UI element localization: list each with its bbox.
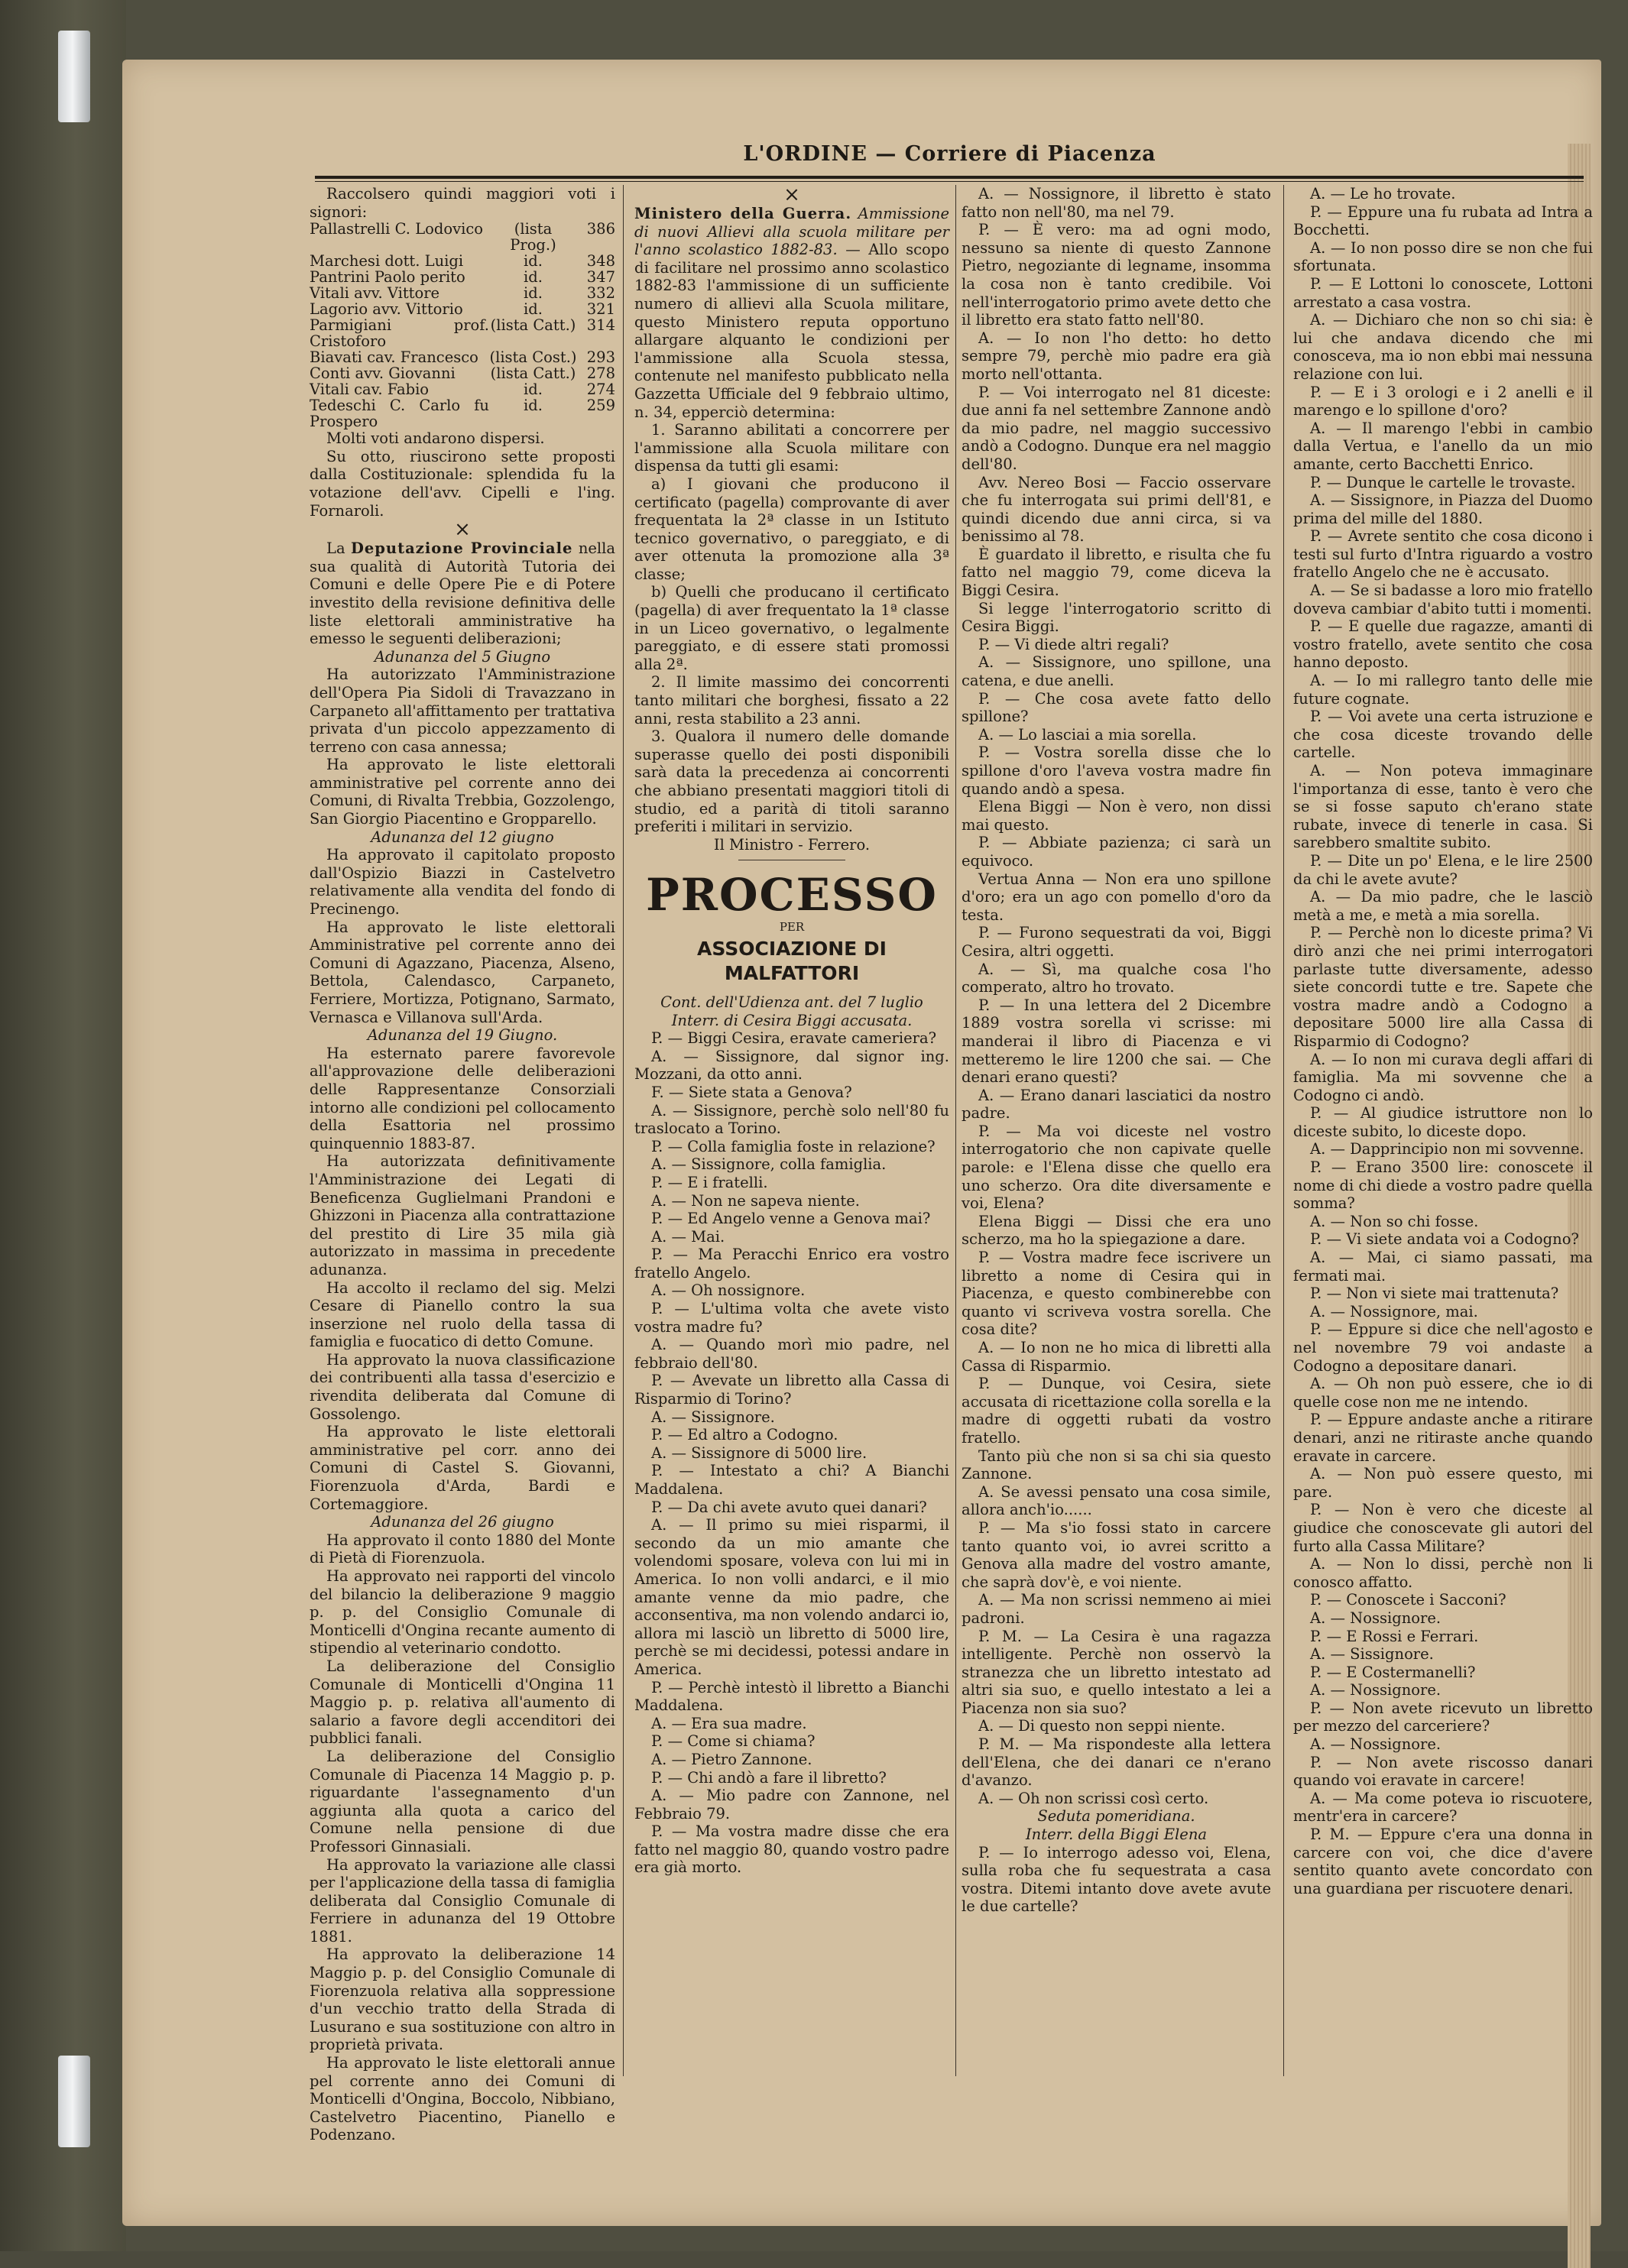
paragraph: Ha approvato la deliberazione 14 Maggio p. p. del Consiglio Comunale di Fiorenzuola relativa alla soppressione d'un vecchio tratto della Strada di Lusurano e sua sostituzione con altro in proprietà privata. bbox=[310, 1946, 615, 2054]
dialogue-line: P. — Che cosa avete fatto dello spillone? bbox=[962, 689, 1271, 726]
dialogue-line: P. — Non è vero che diceste al giudice che conoscevate gli autori del furto alla Cassa Militare? bbox=[1293, 1501, 1593, 1555]
paragraph: Ha approvato le liste elettorali amministrative pel corr. anno dei Comuni di Castel S. Giovanni, Fiorenzuola d'Arda, Bardi e Cortemaggiore. bbox=[310, 1423, 615, 1513]
section-divider: × bbox=[454, 518, 471, 542]
dialogue-line: P. — Ma vostra madre disse che era fatto nel maggio 80, quando vostro padre era già morto. bbox=[634, 1823, 949, 1877]
article-title: Ministero della Guerra. bbox=[634, 205, 852, 222]
paragraph: Ha approvato il capitolato proposto dall'Ospizio Biazzi in Castelvetro relativamente alla vendita del fondo di Precinengo. bbox=[310, 846, 615, 919]
paragraph: Ha approvato nei rapporti del vincolo del bilancio la deliberazione 9 maggio p. p. del Consiglio Comunale di Monticelli d'Ongina recante aumento di stipendio al veterinario condotto. bbox=[310, 1567, 615, 1657]
candidate-list: id. bbox=[524, 381, 543, 399]
signature: Il Ministro - Ferrero. bbox=[713, 835, 871, 854]
dialogue-line: A. — Lo lasciai a mia sorella. bbox=[978, 725, 1197, 744]
candidate-name: Marchesi dott. Luigi bbox=[310, 252, 464, 271]
dialogue-line: P. — Perchè non lo diceste prima? Vi dirò anzi che nei primi interrogatori parlaste tutte diversamente, adesso siete concordi tutte e tre. Sapete che vostra madre andò a Codogno a depositare 5000 lire alla Cassa di Risparmio di Codogno? bbox=[1293, 924, 1593, 1050]
article-subtitle: Ammissione di nuovi Allievi alla scuola militare per l'anno scolastico 1882-83. bbox=[634, 205, 950, 259]
subheading: Adunanza del 5 Giugno bbox=[374, 647, 551, 666]
dialogue-line: A. — Io non posso dire se non che fui sfortunata. bbox=[1293, 238, 1593, 275]
dialogue-line: P. — Chi andò a fare il libretto? bbox=[651, 1768, 887, 1787]
column-separator bbox=[623, 185, 624, 2076]
article-lead: La bbox=[326, 539, 345, 558]
binder-clip-bottom bbox=[58, 2056, 90, 2147]
headline-subtitle: ASSOCIAZIONE DI MALFATTORI bbox=[697, 937, 887, 984]
dialogue-line: A. — Ma come poteva io riscuotere, mentr'era in carcere? bbox=[1293, 1789, 1593, 1826]
article-text: nella sua qualità di Autorità Tutoria dei Comuni e delle Opere Pie e di Potere investito della revisione definitiva delle liste elettorali amministrative ha emesso le seguenti deliberazioni; bbox=[310, 539, 616, 648]
dialogue-line: F. — Siete stata a Genova? bbox=[651, 1083, 852, 1101]
candidate-list: id. bbox=[524, 397, 543, 415]
dialogue-line: A. — Da mio padre, che le lasciò metà a me, e metà a mia sorella. bbox=[1293, 888, 1593, 924]
dialogue-line: P. — E i fratelli. bbox=[651, 1173, 768, 1191]
dialogue-line: P. — Da chi avete avuto quei danari? bbox=[651, 1498, 927, 1516]
article-heading bbox=[634, 205, 949, 421]
vote-table bbox=[310, 221, 615, 429]
paragraph: La deliberazione del Consiglio Comunale di Monticelli d'Ongina 11 Maggio p. p. relativa all'aumento di salario a favore degli accenditori dei pubblici fanali. bbox=[310, 1657, 615, 1748]
vote-row bbox=[310, 349, 615, 365]
dialogue-line: P. — Voi avete una certa istruzione e che cosa diceste trovando delle cartelle. bbox=[1293, 708, 1593, 762]
dialogue-line: A. — Quando morì mio padre, nel febbraio dell'80. bbox=[634, 1336, 949, 1372]
vote-row bbox=[310, 317, 615, 349]
dialogue-line: P. — Vostra madre fece iscrivere un libretto a nome di Cesira qui in Piacenza, e questo combinerebbe con quanto vi scriveva vostra sorella. Che cosa dite? bbox=[962, 1249, 1271, 1339]
candidate-list: (lista Prog.) bbox=[510, 220, 556, 254]
vote-count: 321 bbox=[586, 300, 615, 319]
vote-row bbox=[310, 301, 615, 317]
dialogue-line: Tanto più che non si sa chi sia questo Zannone. bbox=[962, 1447, 1271, 1483]
dialogue-line: A. — Il marengo l'ebbi in cambio dalla Vertua, e l'anello da un mio amante, certo Bacchetti Enrico. bbox=[1293, 419, 1593, 473]
dialogue-line: P. — Biggi Cesira, eravate cameriera? bbox=[651, 1029, 937, 1048]
vote-row bbox=[310, 285, 615, 301]
paragraph: Ha approvato il conto 1880 del Monte di Pietà di Fiorenzuola. bbox=[310, 1531, 615, 1567]
vote-count: 348 bbox=[586, 252, 615, 271]
vote-count: 386 bbox=[586, 220, 615, 238]
dialogue-line: P. — Perchè intestò il libretto a Bianchi Maddalena. bbox=[634, 1678, 949, 1715]
column-3 bbox=[962, 185, 1271, 2080]
column-separator bbox=[955, 185, 956, 2076]
dialogue-line: P. — Ed Angelo venne a Genova mai? bbox=[651, 1210, 931, 1228]
candidate-list: (lista Cost.) bbox=[489, 348, 577, 367]
candidate-name: Vitali cav. Fabio bbox=[310, 381, 430, 399]
vote-row bbox=[310, 253, 615, 269]
dialogue-line: P. — Eppure si dice che nell'agosto e nel novembre 79 voi andaste a Codogno a depositare danari. bbox=[1293, 1320, 1593, 1375]
dialogue-line: P. — Conoscete i Sacconi? bbox=[1310, 1591, 1506, 1609]
dialogue-line: A. Se avessi pensato una cosa simile, allora anch'io...... bbox=[962, 1482, 1271, 1519]
section-divider: × bbox=[783, 183, 800, 206]
dialogue-line: P. — Non avete riscosso danari quando voi eravate in carcere! bbox=[1293, 1753, 1593, 1790]
dialogue-line: P. — Non avete ricevuto un libretto per mezzo del carceriere? bbox=[1293, 1699, 1593, 1735]
vote-count: 314 bbox=[586, 316, 615, 335]
candidate-name: Parmigiani prof. Cristoforo bbox=[310, 316, 489, 351]
subheading: Adunanza del 12 giugno bbox=[371, 828, 554, 846]
dialogue-line: P. — Abbiate pazienza; ci sarà un equivoco. bbox=[962, 834, 1271, 870]
dialogue-line: P. — L'ultima volta che avete visto vostra madre fu? bbox=[634, 1300, 949, 1336]
dialogue-line: P. — Dite un po' Elena, e le lire 2500 da chi le avete avute? bbox=[1293, 851, 1593, 888]
vote-count: 347 bbox=[586, 268, 615, 287]
column-1 bbox=[310, 185, 616, 2144]
dialogue-line: Elena Biggi — Non è vero, non dissi mai questo. bbox=[962, 798, 1271, 834]
dialogue-line: A. — Non so chi fosse. bbox=[1310, 1212, 1479, 1230]
dialogue-line: A. — Sissignore, uno spillone, una catena, e due anelli. bbox=[962, 653, 1271, 690]
paragraph: Raccolsero quindi maggiori voti i signori: bbox=[310, 185, 615, 221]
dialogue-line: P. — Colla famiglia foste in relazione? bbox=[651, 1137, 936, 1155]
dialogue-line: P. — Ed altro a Codogno. bbox=[651, 1426, 838, 1444]
dialogue-line: P. — E Costermanelli? bbox=[1310, 1663, 1476, 1681]
candidate-name: Biavati cav. Francesco bbox=[310, 348, 478, 367]
dialogue-line: A. — Sissignore, dal signor ing. Mozzani, da otto anni. bbox=[634, 1047, 949, 1084]
column-2 bbox=[634, 185, 949, 2080]
dialogue-line: A. — Ma non scrissi nemmeno ai miei padroni. bbox=[962, 1591, 1271, 1627]
dialogue-line: P. — E Lottoni lo conoscete, Lottoni arrestato a casa vostra. bbox=[1293, 274, 1593, 311]
dialogue-line: P. — Furono sequestrati da voi, Biggi Cesira, altri oggetti. bbox=[962, 924, 1271, 960]
dialogue-line: A. — Sissignore, perchè solo nell'80 fu traslocato a Torino. bbox=[634, 1101, 949, 1138]
paragraph: Su otto, riuscirono sette proposti dalla Costituzionale: splendida fu la votazione dell'avv. Cipelli e l'ing. Fornaroli. bbox=[310, 447, 615, 520]
article-text: — Allo scopo di facilitare nel prossimo anno scolastico 1882-83 l'ammissione di un sufficiente numero di allievi alla Scuola militare, questo Ministero reputa opportuno allargare alquanto le condizioni per l'ammissione alla Scuola stessa, contenute nel manifesto pubblicato nella Gazzetta Ufficiale del 9 febbraio ultimo, n. 34, epperciò determina: bbox=[634, 241, 949, 421]
dialogue-line: A. — Non lo dissi, perchè non li conosco affatto. bbox=[1293, 1555, 1593, 1591]
dialogue-line: A. — Non ne sapeva niente. bbox=[651, 1191, 860, 1210]
dialogue bbox=[1293, 185, 1593, 1897]
headline-connector: PER bbox=[779, 920, 805, 935]
dialogue-line: P. M. — Ma rispondeste alla lettera dell'Elena, che dei danari ce n'erano d'avanzo. bbox=[962, 1735, 1271, 1790]
dialogue-line: P. — Eppure andaste anche a ritirare denari, anzi ne ritiraste anche quando eravate in carcere. bbox=[1293, 1411, 1593, 1465]
paragraph: a) I giovani che producono il certificato (pagella) comprovante di aver frequentata la 2ª classe in un Istituto tecnico governativo, o pareggiato, e di aver ottenuta la promozione alla 3ª classe; bbox=[634, 475, 949, 583]
paragraph: La deliberazione del Consiglio Comunale di Piacenza 14 Maggio p. p. riguardante l'assegnamento d'un aggiunta alla quota a carico del Comune nella pensione di due Professori Ginnasiali. bbox=[310, 1747, 615, 1855]
dialogue-line: A. — Oh nossignore. bbox=[651, 1281, 806, 1300]
paragraph: Ha autorizzato l'Amministrazione dell'Opera Pia Sidoli di Travazzano in Carpaneto all'affittamento per trattativa privata d'un piccolo appezzamento di terreno con casa annessa; bbox=[310, 666, 615, 756]
dialogue-line: P. — Vostra sorella disse che lo spillone d'oro l'aveva vostra madre fin quando andò a spesa. bbox=[962, 744, 1271, 798]
candidate-name: Pallastrelli C. Lodovico bbox=[310, 220, 484, 238]
dialogue-line: A. — Io non ne ho mica di libretti alla Cassa di Risparmio. bbox=[962, 1339, 1271, 1375]
dialogue-line: A. — Io mi rallegro tanto delle mie future cognate. bbox=[1293, 672, 1593, 708]
article-heading bbox=[310, 539, 615, 648]
dialogue-line: Si legge l'interrogatorio scritto di Cesira Biggi. bbox=[962, 599, 1271, 636]
candidate-list: id. bbox=[524, 300, 543, 319]
dialogue-line: A. — Non può essere questo, mi pare. bbox=[1293, 1465, 1593, 1501]
dialogue-line: A. — Nossignore. bbox=[1310, 1735, 1442, 1754]
paragraph: 2. Il limite massimo dei concorrenti tanto militari che borghesi, fissato a 22 anni, resta stabilito a 23 anni. bbox=[634, 673, 949, 727]
running-title: L'ORDINE — Corriere di Piacenza bbox=[743, 142, 1156, 166]
dialogue-line: A. — Sissignore. bbox=[651, 1408, 775, 1426]
dialogue-line: P. — Al giudice istruttore non lo diceste subito, lo diceste dopo. bbox=[1293, 1104, 1593, 1140]
dialogue-line: A. — Nossignore, il libretto è stato fatto non nell'80, ma nel 79. bbox=[962, 185, 1271, 221]
column-4 bbox=[1293, 185, 1593, 2080]
dialogue-line: A. — Erano danari lasciatici da nostro padre. bbox=[962, 1086, 1271, 1123]
dialogue-line: P. M. — Eppure c'era una donna in carcere con voi, che dice d'avere sentito quanto avete concordato con una guardiana per riscuotere denari. bbox=[1293, 1826, 1593, 1897]
dialogue-line: P. — Eppure una fu rubata ad Intra a Bocchetti. bbox=[1293, 202, 1593, 239]
dialogue bbox=[962, 185, 1271, 1807]
dialogue-line: A. — Dapprincipio non mi sovvenne. bbox=[1310, 1140, 1584, 1158]
dialogue-line: A. — Le ho trovate. bbox=[1310, 185, 1456, 202]
dialogue-line: A. — Io non l'ho detto: ho detto sempre 79, perchè mio padre era già morto nell'ottanta. bbox=[962, 329, 1271, 383]
dialogue-line: Vertua Anna — Non era uno spillone d'oro; era un ago con pomello d'oro da testa. bbox=[962, 870, 1271, 924]
paragraph: Ha approvato le liste elettorali amministrative pel corrente anno dei Comuni, di Rivalta Trebbia, Gozzolengo, San Giorgio Piacentino e Gropparello. bbox=[310, 756, 615, 828]
vote-row bbox=[310, 269, 615, 285]
dialogue-line: P. — Ma Peracchi Enrico era vostro fratello Angelo. bbox=[634, 1246, 949, 1281]
dialogue-line: A. — Pietro Zannone. bbox=[651, 1750, 812, 1768]
column-separator bbox=[1283, 185, 1284, 2076]
candidate-list: id. bbox=[524, 268, 543, 287]
candidate-name: Pantrini Paolo perito bbox=[310, 268, 465, 287]
subheading: Cont. dell'Udienza ant. del 7 luglio bbox=[660, 993, 923, 1011]
candidate-list: (lista Catt.) bbox=[490, 316, 576, 335]
candidate-list: id. bbox=[524, 252, 543, 271]
dialogue-line: A. — Oh non può essere, che io di quelle cose non me ne intendo. bbox=[1293, 1375, 1593, 1411]
candidate-list: (lista Catt.) bbox=[490, 364, 576, 383]
subheading: Interr. di Cesira Biggi accusata. bbox=[671, 1011, 913, 1029]
paragraph: Ha approvato la nuova classificazione dei contribuenti alla tassa d'esercizio e rivendita deliberata dal Comune di Gossolengo. bbox=[310, 1350, 615, 1423]
paragraph: P. — Io interrogo adesso voi, Elena, sulla roba che fu sequestrata a casa vostra. Ditemi intanto dove avete avute le due cartelle? bbox=[962, 1843, 1271, 1916]
dialogue-line: P. — È vero: ma ad ogni modo, nessuno sa niente di questo Zannone Pietro, negoziante di legname, insomma la cosa non è tanto credibile. Voi nell'interrogatorio primo avete detto che il libretto era stato fatto nell'80. bbox=[962, 221, 1271, 329]
dialogue-line: P. — Ma s'io fossi stato in carcere tanto quanto voi, io avrei scritto a Genova alla madre del vostro amante, che saprà dov'è, e voi niente. bbox=[962, 1518, 1271, 1591]
dialogue-line: A. — Era sua madre. bbox=[651, 1714, 807, 1732]
vote-count: 259 bbox=[586, 397, 615, 415]
candidate-name: Lagorio avv. Vittorio bbox=[310, 300, 463, 319]
paragraph: b) Quelli che producano il certificato (pagella) di aver frequentato la 1ª classe in un Liceo governativo, o legalmente pareggiato, e di essere stati promossi alla 2ª. bbox=[634, 583, 949, 673]
dialogue-line: È guardato il libretto, e risulta che fu fatto nel maggio 79, come diceva la Biggi Cesira. bbox=[962, 545, 1271, 600]
vote-count: 274 bbox=[586, 381, 615, 399]
dialogue-line: P. — E i 3 orologi e i 2 anelli e il marengo e lo spillone d'oro? bbox=[1293, 383, 1593, 420]
dialogue-line: P. — Avrete sentito che cosa dicono i testi sul furto d'Intra riguardo a vostro fratello Angelo che ne è accusato. bbox=[1293, 527, 1593, 582]
dialogue-line: A. — Nossignore, mai. bbox=[1310, 1302, 1478, 1320]
vote-row bbox=[310, 381, 615, 397]
paragraph: Molti voti andarono dispersi. bbox=[326, 429, 545, 448]
dialogue-line: A. — Mai, ci siamo passati, ma fermati mai. bbox=[1293, 1249, 1593, 1285]
dialogue-line: A. — Dichiaro che non so chi sia: è lui che andava dicendo che mi conosceva, ma io non ebbi mai nessuna relazione con lui. bbox=[1293, 311, 1593, 383]
dialogue-line: P. — Come si chiama? bbox=[651, 1732, 816, 1751]
candidate-name: Vitali avv. Vittore bbox=[310, 284, 440, 303]
dialogue-line: P. M. — La Cesira è una ragazza intelligente. Perchè non osservò la stranezza che un libretto intestato ad altri sia suo, e quello intestato a lei a Piacenza non sia suo? bbox=[962, 1627, 1271, 1717]
dialogue-line: A. — Il primo su miei risparmi, il secondo da un mio amante che volendomi sposare, voleva con lui mi in America. Io non volli andarci, e il mio amante venne da mio padre, che acconsentiva, ma non volendo andarci io, allora mi lasciò un libretto di 5000 lire, perchè se mi decidessi, potessi andare in America. bbox=[634, 1516, 949, 1678]
dialogue-line: A. — Se si badasse a loro mio fratello doveva cambiar d'abito tutti i momenti. bbox=[1293, 582, 1593, 617]
dialogue-line: A. — Mio padre con Zannone, nel Febbraio 79. bbox=[634, 1787, 949, 1823]
vote-count: 293 bbox=[586, 348, 615, 367]
paragraph: Ha esternato parere favorevole all'approvazione delle deliberazioni delle Rappresentanze Consorziali intorno alle condizioni pel collocamento della Esattoria nel prossimo quinquennio 1883-87. bbox=[310, 1044, 615, 1152]
dialogue-line: P. — Voi interrogato nel 81 diceste: due anni fa nel settembre Zannone andò da mio padre, nel maggio successivo andò a Codogno. Dunque era nel maggio dell'80. bbox=[962, 383, 1271, 473]
dialogue-line: P. — Ma voi diceste nel vostro interrogatorio che non capivate quelle parole: e l'Elena disse che quello era uno scherzo. Ora dite diversamente e voi, Elena? bbox=[962, 1122, 1271, 1213]
candidate-name: Tedeschi C. Carlo fu Prospero bbox=[310, 397, 489, 431]
dialogue-line: Avv. Nereo Bosi — Faccio osservare che fu interrogata sui primi dell'81, e quindi dicendo due anni circa, si va benissimo al 78. bbox=[962, 473, 1271, 546]
subheading: Adunanza del 19 Giugno. bbox=[367, 1026, 558, 1045]
dialogue-line: A. — Di questo non seppi niente. bbox=[978, 1717, 1226, 1735]
dialogue-line: A. — Sì, ma qualche cosa l'ho comperato, altro ho trovato. bbox=[962, 960, 1271, 996]
subheading: Interr. della Biggi Elena bbox=[1025, 1826, 1208, 1844]
dialogue-line: P. — Vi siete andata voi a Codogno? bbox=[1310, 1230, 1579, 1249]
book-binding bbox=[0, 0, 126, 2251]
dialogue-line: P. — Dunque le cartelle le trovaste. bbox=[1310, 473, 1576, 491]
article-title: Deputazione Provinciale bbox=[350, 539, 573, 558]
dialogue-line: A. — Sissignore, colla famiglia. bbox=[651, 1155, 887, 1174]
paragraph: Ha approvato le liste elettorali Amministrative pel corrente anno dei Comuni di Agazzano, Piacenza, Alseno, Bettola, Calendasco, Carpaneto, Ferriere, Mortizza, Potignano, Sarmato, Vernasca e Villanova sull'Arda. bbox=[310, 918, 615, 1026]
dialogue-line: P. — Non vi siete mai trattenuta? bbox=[1310, 1285, 1559, 1303]
dialogue-line: P. — In una lettera del 2 Dicembre 1889 vostra sorella vi scrisse: mi manderai il libro di Piacenza e vi metteremo le lire 1200 che sai. — Che denari erano questi? bbox=[962, 996, 1271, 1087]
dialogue-line: A. — Oh non scrissi così certo. bbox=[978, 1789, 1209, 1807]
dialogue-line: A. — Nossignore. bbox=[1310, 1681, 1442, 1699]
dialogue-line: A. — Non poteva immaginare l'importanza di esse, tanto è vero che se si fosse saputo ch'erano state rubate, invece di tenerle in casa. Si sarebbero smaltite subito. bbox=[1293, 762, 1593, 852]
vote-count: 332 bbox=[586, 284, 615, 303]
header-rule bbox=[315, 176, 1584, 182]
paragraph: Ha approvato la variazione alle classi per l'applicazione della tassa di famiglia deliberata dal Consiglio Comunale di Ferriere in adunanza del 19 Ottobre 1881. bbox=[310, 1855, 615, 1946]
vote-row bbox=[310, 365, 615, 381]
paragraph: Ha accolto il reclamo del sig. Melzi Cesare di Pianello contro la sua inserzione nel ruolo della tassa di famiglia e fuocatico di detto Comune. bbox=[310, 1278, 615, 1351]
dialogue-line: A. — Sissignore, in Piazza del Duomo prima del mille del 1880. bbox=[1293, 491, 1593, 527]
dialogue-line: P. — Erano 3500 lire: conoscete il nome di chi diede a vostro padre quella somma? bbox=[1293, 1158, 1593, 1213]
headline: PROCESSO bbox=[646, 869, 938, 922]
subheading: Adunanza del 26 giugno bbox=[371, 1513, 554, 1531]
dialogue-line: P. — Dunque, voi Cesira, siete accusata di ricettazione colla sorella e la madre di oggetti rubati da vostro fratello. bbox=[962, 1375, 1271, 1447]
dialogue-line: A. — Sissignore di 5000 lire. bbox=[651, 1443, 868, 1462]
paragraph: 3. Qualora il numero delle domande superasse quello dei posti disponibili sarà data la precedenza ai concorrenti che abbiano presentati maggiori titoli di studio, ed a parità di titoli saranno preferiti i militari in servizio. bbox=[634, 727, 949, 836]
dialogue-line: P. — E Rossi e Ferrari. bbox=[1310, 1627, 1479, 1645]
vote-count: 278 bbox=[586, 364, 615, 383]
dialogue-line: P. — E quelle due ragazze, amanti di vostro fratello, avete sentito che cosa hanno deposto. bbox=[1293, 617, 1593, 672]
dialogue-line: A. — Mai. bbox=[651, 1227, 725, 1246]
vote-row bbox=[310, 397, 615, 429]
dialogue-line: P. — Vi diede altri regali? bbox=[978, 635, 1169, 653]
dialogue-line: A. — Sissignore. bbox=[1310, 1645, 1434, 1664]
candidate-name: Conti avv. Giovanni bbox=[310, 364, 456, 383]
candidate-list: id. bbox=[524, 284, 543, 303]
paragraph: 1. Saranno abilitati a concorrere per l'ammissione alla Scuola militare con dispensa da tutti gli esami: bbox=[634, 421, 949, 475]
dialogue bbox=[634, 1029, 949, 1877]
dialogue-line: Elena Biggi — Dissi che era uno scherzo, ma ho la spiegazione a dare. bbox=[962, 1212, 1271, 1249]
binder-clip-top bbox=[58, 31, 90, 122]
vote-row bbox=[310, 221, 615, 253]
subheading: Seduta pomeridiana. bbox=[1037, 1807, 1195, 1826]
paragraph: Ha approvato le liste elettorali annue pel corrente anno dei Comuni di Monticelli d'Ongina, Boccolo, Nibbiano, Castelvetro Piacentino, Pianello e Podenzano. bbox=[310, 2054, 615, 2144]
paragraph: Ha autorizzata definitivamente l'Amministrazione dei Legati di Beneficenza Guglielmani Prandoni e Ghizzoni in Piacenza alla contrattazione del prestito di Lire 35 mila già autorizzato in massima in precedente adunanza. bbox=[310, 1152, 615, 1278]
dialogue-line: P. — Avevate un libretto alla Cassa di Risparmio di Torino? bbox=[634, 1372, 949, 1408]
dialogue-line: A. — Nossignore. bbox=[1310, 1609, 1442, 1627]
dialogue-line: P. — Intestato a chi? A Bianchi Maddalena. bbox=[634, 1462, 949, 1498]
dialogue-line: A. — Io non mi curava degli affari di famiglia. Ma mi sovvenne che a Codogno ci andò. bbox=[1293, 1050, 1593, 1104]
